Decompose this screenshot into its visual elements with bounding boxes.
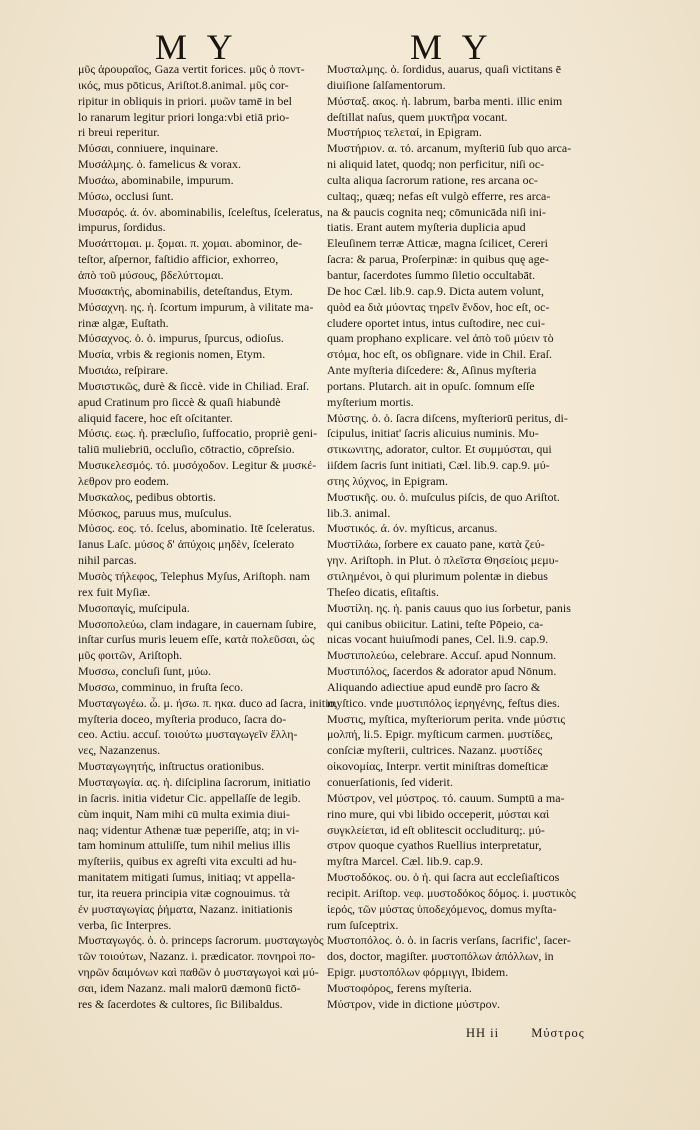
catchword: Μύστρος: [531, 1026, 585, 1040]
dictionary-line: myſtra Marcel. Cæl. lib.9. cap.9.: [327, 854, 483, 869]
dictionary-line: Μύσω, occlusi ſunt.: [78, 188, 174, 203]
dictionary-line: Μυστις, myſtica, myſteriorum perita. vnde μύστις: [327, 711, 566, 726]
dictionary-line: Μυσία, vrbis & regionis nomen, Etym.: [78, 347, 266, 362]
dictionary-line: ni aliquid latet, quodq; non perficitur, niſi oc-: [327, 157, 545, 172]
dictionary-line: Μύσκος, paruus mus, muſculus.: [78, 505, 232, 520]
dictionary-line: Μύστης. ὁ. ὁ. ſacra diſcens, myſteriorū peritus, di-: [327, 410, 568, 425]
dictionary-line: ἐν μυσταγωγίας ῥήματα, Nazanz. initiationis: [78, 901, 293, 916]
signature-mark: HH ii: [466, 1026, 500, 1040]
dictionary-line: diuiſione ſalſamentorum.: [327, 77, 446, 92]
dictionary-line: Μυστικῆς. ου. ὁ. muſculus piſcis, de quo Ariſtot.: [327, 489, 560, 504]
dictionary-line: Μυστιπόλος, ſacerdos & adorator apud Nōnum.: [327, 664, 557, 679]
dictionary-line: Μυσάττομαι. μ. ξομαι. π. χομαι. abominor, de-: [78, 236, 303, 251]
dictionary-line: Μυσταγωγία. ας. ἡ. diſciplina ſacrorum, initiatio: [78, 774, 311, 789]
dictionary-line: Μύσαχνος. ὁ. ὁ. impurus, ſpurcus, odioſus.: [78, 331, 284, 346]
dictionary-line: ripitur in obliquis in priori. μυῶν tamē in bel: [78, 93, 293, 108]
dictionary-line: Μυστιπολεύω, celebrare. Accuſ. apud Nonnum.: [327, 648, 557, 663]
dictionary-line: rino mure, qui vbi libido occeperit, μύσται καὶ: [327, 806, 550, 821]
dictionary-line: Aliquando adiectiue apud eundē pro ſacro &: [327, 679, 541, 694]
dictionary-line: στόμα, hoc eſt, os obſignare. vide in Chil. Eraſ.: [327, 347, 552, 362]
dictionary-line: impurus, ſordidus.: [78, 220, 166, 235]
dictionary-line: στικωνιτης, adorator, cultor. Et συμμύσται, qui: [327, 442, 552, 457]
dictionary-line: μῦς ἀρουραῖος, Gaza vertit forices. μῦς ὁ ποντ-: [78, 62, 305, 76]
dictionary-line: Μυσὸς τήλεφος, Telephus Myſus, Ariſtoph. nam: [78, 569, 310, 583]
dictionary-line: νες, Nazanzenus.: [78, 743, 161, 758]
dictionary-line: De hoc Cæl. lib.9. cap.9. Dicta autem volunt,: [327, 283, 544, 298]
dictionary-line: Μυσακτής, abominabilis, deteſtandus, Etym.: [78, 283, 293, 298]
dictionary-line: res & ſacerdotes & cultores, ſic Bilibaldus.: [78, 996, 283, 1011]
dictionary-line: Μυσσω, concluſi ſunt, μύω.: [78, 664, 212, 679]
dictionary-line: verba, ſic Interpres.: [78, 917, 172, 932]
dictionary-line: bantur, ſacerdotes ſummo ſiletio occultabāt.: [327, 267, 536, 282]
dictionary-line: culta aliqua ſacrorum ratione, res arcana oc-: [327, 172, 538, 187]
dictionary-line: τῶν τοιούτων, Nazanz. i. prædicator. πονηροὶ πο-: [78, 949, 316, 964]
dictionary-line: lib.3. animal.: [327, 505, 391, 520]
dictionary-line: quam prophano explicare. vel ἀπὸ τοῦ μύειν τὸ: [327, 331, 554, 346]
dictionary-line: ſcipulus, initiat' ſacris alicuius numinis. Μυ-: [327, 426, 539, 441]
dictionary-line: μολπή, li.5. Epigr. myſticum carmen. μυστίδες,: [327, 727, 553, 742]
dictionary-line: σαι, idem Nazanz. mali malorū dæmonū fictō-: [78, 980, 301, 995]
dictionary-line: cludere oportet intus, intus cuſtodire, nec cui-: [327, 315, 545, 330]
dictionary-line: naq; videntur Athenæ tuæ peperiſſe, atq; in vi-: [78, 822, 300, 837]
dictionary-line: Ianus Laſc. μύσος δ' ἀπύχοις μηδὲν, ſcelerato: [78, 537, 295, 552]
dictionary-line: ἱερός, τῶν μύστας ὑποδεχόμενος, domus myſta-: [327, 901, 557, 916]
dictionary-line: in ſacris. initia videtur Cic. appellaſſe de legib.: [78, 790, 301, 805]
dictionary-line: myſteriis, quibus ex agreſti vita exculti ad hu-: [78, 854, 297, 869]
dictionary-line: deſtillat naſus, quem μυκτῆρα vocant.: [327, 109, 508, 124]
dictionary-line: recipit. Ariſtop. νεφ. μυστοδόκος δόμος. i. μυστικὸς: [327, 885, 576, 900]
dictionary-line: Μυστοδόκος. ου. ὁ ἡ. qui ſacra aut eccleſiaſticos: [327, 870, 560, 885]
dictionary-line: ri breui reperitur.: [78, 125, 160, 140]
dictionary-line: Μυστήριον. α. τό. arcanum, myſteriū ſub quo arca-: [327, 141, 572, 156]
dictionary-line: Μυσσω, comminuo, in fruſta ſeco.: [78, 679, 244, 694]
dictionary-line: Μυσταγωγητής, inſtructus orationibus.: [78, 759, 265, 774]
dictionary-line: myſterium mortis.: [327, 394, 414, 409]
dictionary-line: Μύσαχνη. ης. ἡ. ſcortum impurum, à vilitate ma-: [78, 299, 314, 314]
dictionary-line: apud Cratinum pro ſiccè & quaſi hiabundè: [78, 394, 281, 409]
dictionary-line: portans. Plutarch. ait in opuſc. ſomnum eſſe: [327, 378, 535, 393]
dictionary-line: Μύστρον, vel μύστρος. τό. cauum. Sumptū a ma-: [327, 790, 565, 805]
dictionary-line: ceo. Actiu. accuſ. τοιούτω μυσταγωγεῖν ἕλλη-: [78, 727, 298, 742]
dictionary-line: rex fuit Myſiæ.: [78, 584, 151, 599]
dictionary-line: λεθρον pro eodem.: [78, 473, 170, 488]
dictionary-line: Μύσις. εως. ἡ. præcluſio, ſuffocatio, propriè geni-: [78, 426, 318, 441]
dictionary-line: Μύσαι, conniuere, inquinare.: [78, 141, 219, 156]
dictionary-line: Μυσταγωγός. ὁ. ὁ. princeps ſacrorum. μυσταγωγὸς: [78, 933, 324, 948]
dictionary-line: iiſdem ſacris ſunt initiati, Cæl. lib.9. cap.9. μύ-: [327, 458, 550, 473]
dictionary-line: Μυσκαλος, pedibus obtortis.: [78, 489, 216, 504]
dictionary-line: Μυσιάω, reſpirare.: [78, 363, 169, 378]
dictionary-line: Eleuſinem terræ Atticæ, magna ſcilicet, Cereri: [327, 236, 548, 251]
dictionary-line: Μυσάλμης. ὁ. famelicus & vorax.: [78, 157, 241, 172]
dictionary-line: lo ranarum legitur priori longa:vbi etiā prio-: [78, 109, 290, 124]
dictionary-line: στης λύχνος, in Epigram.: [327, 473, 449, 488]
dictionary-line: Μυσταλμης. ὁ. ſordidus, auarus, quaſi victitans ē: [327, 62, 562, 76]
dictionary-line: qui canibus obiicitur. Latini, teſte Pōpeio, ca-: [327, 616, 544, 631]
dictionary-line: cùm inquit, Nam mihi cū multa eximia diui-: [78, 806, 290, 821]
dictionary-line: na & paucis cognita neq; cōmunicāda niſi ini-: [327, 204, 546, 219]
dictionary-line: Μυσταγωγέω. ὦ. μ. ήσω. π. ηκα. duco ad ſacra, initio,: [78, 695, 338, 710]
dictionary-line: ικός, mus pōticus, Ariſtot.8.animal. μῦς cor-: [78, 77, 289, 92]
dictionary-line: quòd ea διὰ μύοντας τηρεῖν ἔνδον, hoc eſt, oc-: [327, 299, 550, 314]
dictionary-line: γην. Ariſtoph. in Plut. ὁ πλεῖστα Θησείοις μεμυ-: [327, 553, 559, 568]
dictionary-line: συγκλείεται, id eſt oblitescit occluditurq;. μύ-: [327, 822, 545, 837]
dictionary-line: Μυσοπαγίς, muſcipula.: [78, 600, 190, 615]
dictionary-line: στιλημένοι, ò qui plurimum polentæ in diebus: [327, 569, 548, 583]
dictionary-line: Μύσταξ. ακος. ἡ. labrum, barba menti. illic enim: [327, 93, 563, 108]
dictionary-line: manitatem mitigati ſumus, initiaq; vt appella-: [78, 870, 296, 885]
dictionary-line: Μυσάω, abominabile, impurum.: [78, 172, 234, 187]
dictionary-line: Epigr. μυστοπόλων φόρμιγγι, Ibidem.: [327, 965, 509, 980]
dictionary-line: myſtico. vnde μυστιπόλος ἱερηγένης, feſtus dies.: [327, 695, 560, 710]
dictionary-line: νηρῶν δαιμόνων καὶ παθῶν ὁ μυσταγωγοὶ καὶ μύ-: [78, 965, 319, 980]
right-column: [327, 62, 619, 1013]
dictionary-line: rum ſuſceptrix.: [327, 917, 399, 932]
running-head-left: M Y: [155, 27, 239, 67]
dictionary-line: οἰκονομίας, Interpr. vertit miniſtras domeſticæ: [327, 759, 549, 774]
dictionary-line: tur, ita reuera principia vitæ cognouimus. τὰ: [78, 885, 290, 900]
dictionary-line: dos, doctor, magiſter. μυστοπόλων ἀπόλλων, in: [327, 949, 554, 964]
dictionary-line: nicas vocant huiuſmodi panes, Cel. li.9. cap.9.: [327, 632, 549, 647]
dictionary-line: Μυστίλάω, ſorbere ex cauato pane, κατὰ ζεύ-: [327, 537, 545, 552]
dictionary-line: Μυστήριος τελεταί, in Epigram.: [327, 125, 482, 140]
dictionary-line: conuerſationis, ſed viderit.: [327, 774, 453, 789]
dictionary-line: ſacra: & parua, Proſerpinæ: in quibus quę age-: [327, 252, 549, 267]
dictionary-line: Μυσαρός. ά. όν. abominabilis, ſceleſtus, ſceleratus,: [78, 204, 323, 219]
dictionary-line: teſtor, aſpernor, faſtidio afficior, exhorreo,: [78, 252, 279, 267]
dictionary-line: rinæ algæ, Euſtath.: [78, 315, 169, 330]
dictionary-line: Μυστοπόλος. ὁ. ὁ. in ſacris verſans, ſacrific', ſacer-: [327, 933, 571, 948]
dictionary-line: Μυσοπολεύω, clam indagare, in cauernam ſubire,: [78, 616, 317, 631]
dictionary-line: στρον quoque cyathos Ruellius interpretatur,: [327, 838, 542, 853]
dictionary-line: ἀπὸ τοῦ μύσους, βδελύττομαι.: [78, 267, 224, 282]
dictionary-line: myſteria doceo, myſteria produco, ſacra do-: [78, 711, 287, 726]
dictionary-line: cultaq;, quæq; nefas eſt vulgò efferre, res arca-: [327, 188, 551, 203]
dictionary-line: Μυστοφόρος, ferens myſteria.: [327, 980, 472, 995]
dictionary-line: Ante myſteria diſcedere: &, Aſinus myſteria: [327, 363, 537, 378]
dictionary-line: Μύσος. εος. τό. ſcelus, abominatio. Itē ſceleratus.: [78, 521, 316, 536]
dictionary-line: Theſeo dicatis, eſitaſtis.: [327, 584, 439, 599]
dictionary-line: aliquid facere, hoc eſt oſcitanter.: [78, 410, 233, 425]
dictionary-line: conſciæ myſterii, cultrices. Nazanz. μυστίδες: [327, 743, 543, 758]
dictionary-line: taliū muliebriū, occluſio, cōtractio, cōpreſsio.: [78, 442, 295, 457]
dictionary-line: Μυστικός. ά. όν. myſticus, arcanus.: [327, 521, 498, 536]
dictionary-line: Μυσιστικῶς, durè & ſiccè. vide in Chiliad. Eraſ.: [78, 378, 310, 393]
dictionary-line: Μυσικελεσμός. τό. μυσόχοδον. Legitur & μυσκέ-: [78, 458, 317, 473]
dictionary-line: μῦς φοιτῶν, Ariſtoph.: [78, 648, 183, 663]
dictionary-line: tiatis. Erant autem myſteria duplicia apud: [327, 220, 526, 235]
dictionary-line: Μύστρον, vide in dictione μύστρον.: [327, 996, 501, 1011]
dictionary-line: inſtar curſus muris leuem eſſe, κατὰ πολεῦσαι, ὡς: [78, 632, 315, 647]
running-head-right: M Y: [410, 27, 494, 67]
dictionary-line: tam hominum attuliſſe, tum nihil melius illis: [78, 838, 291, 853]
dictionary-line: Μυστίλη. ης. ἡ. panis cauus quo ius ſorbetur, panis: [327, 600, 571, 615]
page-footer: [466, 1026, 585, 1041]
dictionary-line: nihil parcas.: [78, 553, 137, 568]
